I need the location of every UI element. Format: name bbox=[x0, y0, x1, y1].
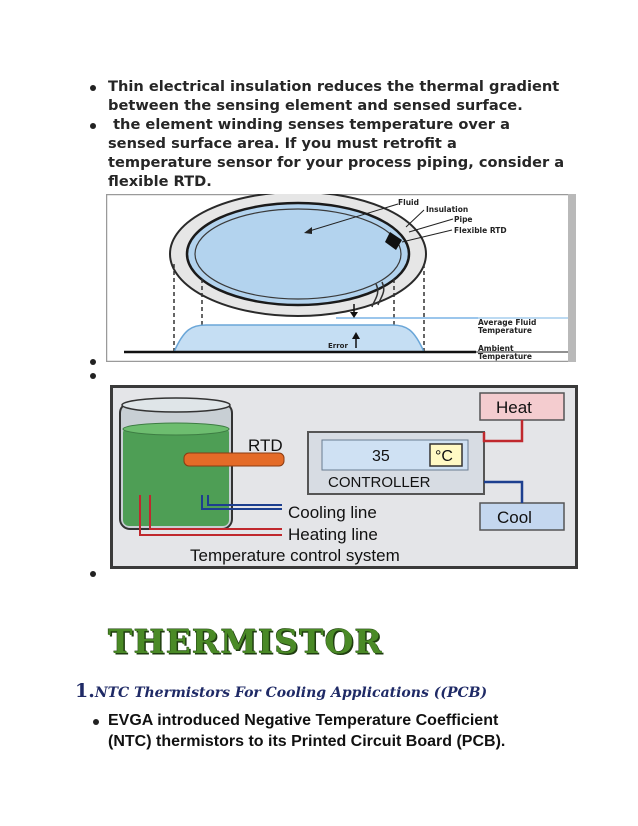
figure-temperature-control bbox=[110, 385, 578, 569]
label-controller: CONTROLLER bbox=[328, 474, 431, 491]
label-pipe: Pipe bbox=[454, 215, 473, 224]
label-fluid: Fluid bbox=[398, 198, 419, 207]
label-rtd: RTD bbox=[248, 436, 283, 455]
bullet-text-3 bbox=[108, 710, 505, 752]
bullet-dot bbox=[90, 359, 96, 365]
bullet-line: Thin electrical insulation reduces the thermal gradient bbox=[108, 78, 560, 95]
bullet-line: flexible RTD. bbox=[108, 173, 212, 190]
label-error: Error bbox=[328, 342, 348, 350]
display-value: 35 bbox=[372, 448, 390, 465]
bullet-text-2 bbox=[108, 115, 564, 191]
label-heat: Heat bbox=[496, 398, 532, 417]
bullet-dot bbox=[90, 85, 96, 91]
subheading bbox=[75, 680, 487, 702]
label-cooling-line: Cooling line bbox=[288, 503, 377, 522]
label-ambient-temp: Temperature bbox=[478, 352, 532, 361]
bullet-dot bbox=[90, 123, 96, 129]
tank-rim bbox=[122, 398, 230, 412]
page-heading: THERMISTOR bbox=[108, 622, 383, 661]
label-flexible-rtd: Flexible RTD bbox=[454, 226, 507, 235]
tank-liquid bbox=[123, 427, 229, 526]
figure-edge bbox=[568, 194, 576, 362]
pipe-fluid bbox=[187, 203, 409, 305]
bullet-dot bbox=[90, 373, 96, 379]
bullet-dot bbox=[93, 719, 99, 725]
subheading-number: 1. bbox=[75, 680, 95, 702]
bullet-line: the element winding senses temperature over a bbox=[108, 116, 510, 133]
bullet-line: sensed surface area. If you must retrofit a bbox=[108, 135, 457, 152]
label-heating-line: Heating line bbox=[288, 525, 378, 544]
figure-caption: Temperature control system bbox=[190, 546, 400, 565]
display-unit: °C bbox=[435, 448, 453, 465]
bullet-text-1 bbox=[108, 77, 559, 115]
label-average-temp: Temperature bbox=[478, 326, 532, 335]
label-ambient: Ambient bbox=[478, 344, 514, 353]
temperature-profile-fill bbox=[174, 325, 424, 352]
bullet-line: (NTC) thermistors to its Printed Circuit Board (PCB). bbox=[108, 733, 506, 750]
bullet-dot bbox=[90, 571, 96, 577]
figure-pipe-rtd bbox=[106, 194, 576, 362]
bullet-line: EVGA introduced Negative Temperature Coefficient bbox=[108, 712, 499, 729]
bullet-line: temperature sensor for your process piping, consider a bbox=[108, 154, 565, 171]
subheading-text: NTC Thermistors For Cooling Applications ((PCB) bbox=[94, 685, 488, 701]
bullet-line: between the sensing element and sensed surface. bbox=[108, 97, 523, 114]
label-average-fluid: Average Fluid bbox=[478, 318, 537, 327]
label-insulation: Insulation bbox=[426, 205, 469, 214]
label-cool: Cool bbox=[497, 508, 532, 527]
liquid-surface bbox=[123, 423, 229, 435]
